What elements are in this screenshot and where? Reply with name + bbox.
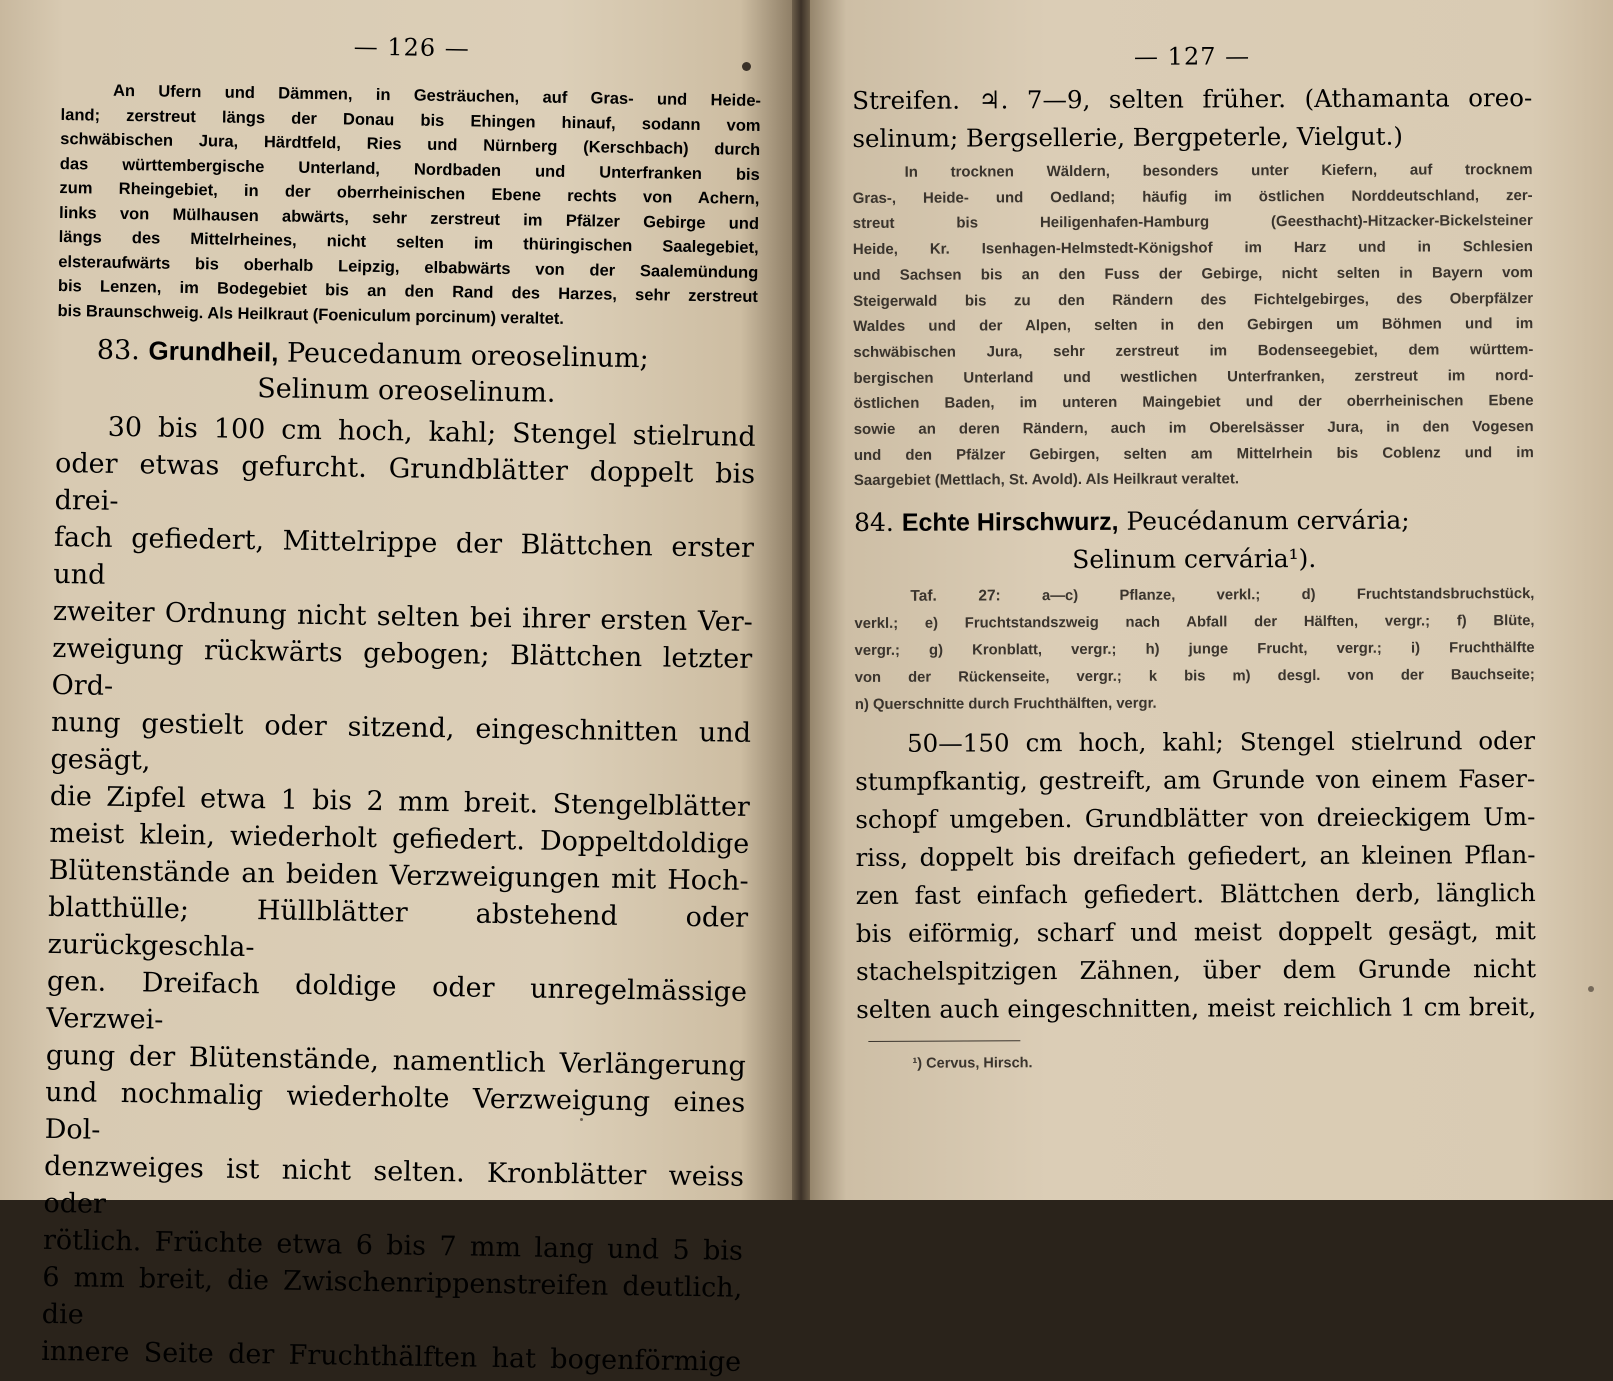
text-line: An Ufern und Dämmen, in Gesträuchen, auf Gras- und Heide-	[112, 81, 762, 110]
habitat-paragraph	[853, 157, 1534, 494]
text-line: bergischen Unterland und westlichen Unterfranken, zerstreut im nord-	[853, 366, 1534, 387]
text-line: zum Rheingebiet, in der oberrheinischen Ebene rechts von Achern,	[59, 178, 760, 208]
text-line: selten auch eingeschnitten, meist reichlich 1 cm breit,	[856, 992, 1537, 1025]
species-common-name: Echte Hirschwurz,	[901, 507, 1119, 537]
species-synonym: Selinum oreoselinum.	[257, 373, 556, 409]
text-line: elsteraufwärts bis oberhalb Leipzig, elbabwärts von der Saalemündung	[58, 252, 759, 282]
page-number: — 126 —	[353, 32, 470, 63]
text-line: nung gestielt oder sitzend, eingeschnitten und gesägt,	[50, 706, 752, 777]
text-line: Steigerwald bis zu den Rändern des Fichtelgebirges, des Oberpfälzer	[853, 289, 1534, 310]
book-gutter	[792, 0, 810, 1200]
text-line: sowie an deren Rändern, auch im Oberelsässer Jura, in den Vogesen	[853, 418, 1534, 439]
plate-label: Taf. 27:	[910, 587, 1001, 605]
footnote: ¹) Cervus, Hirsch.	[912, 1055, 1033, 1072]
text-line: und nochmalig wiederholte Verzweigung eines Dol-	[44, 1076, 746, 1146]
text-line: links von Mülhausen abwärts, sehr zerstreut im Pfälzer Gebirge und	[58, 203, 760, 233]
text-line: stachelspitzigen Zähnen, über dem Grunde nicht	[855, 954, 1537, 987]
text-line: oder etwas gefurcht. Grundblätter doppelt bis drei-	[54, 447, 756, 517]
page-number: — 127 —	[1133, 42, 1251, 71]
text-line: die Zipfel etwa 1 bis 2 mm breit. Stengelblätter	[49, 780, 751, 823]
continuation-paragraph	[852, 79, 1532, 158]
text-line: östlichen Baden, im unteren Maingebiet und der oberrheinischen Ebene	[853, 392, 1534, 413]
text-line: Streifen. ♃. 7—9, selten früher. (Athamanta oreo-	[852, 83, 1533, 115]
text-line: 30 bis 100 cm hoch, kahl; Stengel stielrund	[107, 411, 756, 453]
species-common-name: Grundheil,	[148, 335, 279, 368]
ink-spot	[1588, 986, 1594, 992]
plate-caption	[854, 580, 1535, 719]
text-line: von der Rückenseite, vergr.; k bis m) desgl. von der Bauchseite;	[854, 667, 1535, 687]
text-line: bis Lenzen, im Bodegebiet bis an den Rand des Harzes, sehr zerstreut	[57, 276, 759, 306]
text-line: stumpfkantig, gestreift, am Grunde von einem Faser-	[855, 764, 1536, 797]
description-paragraph	[41, 408, 756, 1381]
habitat-paragraph	[57, 78, 761, 334]
text-line: gen. Dreifach doldige oder unregelmässige Verzwei-	[46, 965, 748, 1036]
footnote-divider	[868, 1040, 1020, 1042]
text-line: Blütenstände an beiden Verzweigungen mit Hoch-	[48, 854, 749, 897]
text-line: innere Seite der Fruchthälften hat bogenförmige	[40, 1335, 742, 1378]
right-page-text	[852, 41, 1536, 1072]
species-latin-name: Peucédanum cervária;	[1118, 505, 1410, 536]
text-line: schopf umgeben. Grundblätter von dreieckigem Um-	[855, 802, 1536, 835]
text-line: blatthülle; Hüllblätter abstehend oder zurückgeschla-	[47, 891, 749, 964]
species-heading	[854, 501, 1534, 579]
species-number: 84.	[854, 507, 894, 538]
text-line: längs des Mittelrheines, nicht selten im thüringischen Saalegebiet,	[58, 227, 759, 257]
species-latin-name: Peucedanum oreoselinum;	[278, 337, 649, 375]
text-line: das württembergische Unterland, Nordbaden und Unterfranken bis	[59, 154, 760, 184]
text-line: schwäbischen Jura, Härdtfeld, Ries und Nürnberg (Kerschbach) durch	[60, 129, 761, 159]
text-line: vergr.; g) Kronblatt, vergr.; h) junge Frucht, vergr.; i) Fruchthälfte	[854, 640, 1535, 660]
text-line: n) Querschnitte durch Fruchthälften, vergr.	[854, 695, 1157, 714]
text-line: rötlich. Früchte etwa 6 bis 7 mm lang und 5 bis	[42, 1224, 744, 1267]
text-line: zweiter Ordnung nicht selten bei ihrer ersten Ver-	[52, 595, 753, 638]
text-line: und den Pfälzer Gebirgen, selten am Mittelrhein bis Coblenz und im	[853, 443, 1534, 464]
text-line: 6 mm breit, die Zwischenrippenstreifen deutlich, die	[41, 1261, 743, 1331]
text-line: zen fast einfach gefiedert. Blättchen derb, länglich	[855, 878, 1536, 911]
text-line: bis eiförmig, scharf und meist doppelt gesägt, mit	[855, 916, 1536, 949]
text-line: meist klein, wiederholt gefiedert. Doppeltdoldige	[49, 817, 750, 860]
text-line	[854, 580, 1534, 611]
species-synonym: Selinum cervária¹).	[1072, 544, 1317, 575]
text-line: Waldes und der Alpen, selten in den Gebirgen um Böhmen und im	[853, 315, 1534, 336]
species-heading	[56, 331, 757, 415]
text-line: 50—150 cm hoch, kahl; Stengel stielrund oder	[906, 726, 1536, 758]
text-line: bis Braunschweig. Als Heilkraut (Foeniculum porcinum) veraltet.	[57, 301, 565, 328]
text-line: riss, doppelt bis dreifach gefiedert, an kleinen Pflan-	[855, 840, 1536, 873]
text-line: land; zerstreut längs der Donau bis Ehingen hinauf, sodann vom	[60, 105, 761, 135]
description-paragraph	[855, 722, 1536, 1029]
species-number: 83.	[96, 334, 141, 367]
plate-text: a—c) Pflanze, verkl.; d) Fruchtstandsbruchstück,	[1000, 586, 1535, 605]
text-line: verkl.; e) Fruchtstandszweig nach Abfall der Hälften, vergr.; f) Blüte,	[854, 613, 1535, 633]
text-line: streut bis Heiligenhafen-Hamburg (Geesthacht)-Hitzacker-Bickelsteiner	[852, 212, 1533, 233]
text-line: Heide, Kr. Isenhagen-Helmstedt-Königshof im Harz und in Schlesien	[852, 238, 1533, 259]
text-line: fach gefiedert, Mittelrippe der Blättchen erster und	[53, 521, 755, 591]
text-line: In trocknen Wäldern, besonders unter Kiefern, auf trocknem	[904, 161, 1533, 181]
text-line: denzweiges ist nicht selten. Kronblätter weiss oder	[43, 1150, 745, 1220]
text-line: selinum; Bergsellerie, Bergpeterle, Vielgut.)	[852, 121, 1403, 153]
text-line: Gras-, Heide- und Oedland; häufig im östlichen Norddeutschland, zer-	[852, 186, 1533, 207]
left-page-text	[41, 28, 762, 1381]
text-line: Saargebiet (Mettlach, St. Avold). Als Heilkraut veraltet.	[853, 470, 1240, 490]
text-line: zweigung rückwärts gebogen; Blättchen letzter Ord-	[51, 632, 753, 702]
text-line: schwäbischen Jura, sehr zerstreut im Bodenseegebiet, dem württem-	[853, 340, 1534, 361]
text-line: und Sachsen bis an den Fuss der Gebirge, nicht selten in Bayern vom	[852, 263, 1534, 284]
text-line: gung der Blütenstände, namentlich Verlängerung	[45, 1039, 747, 1082]
